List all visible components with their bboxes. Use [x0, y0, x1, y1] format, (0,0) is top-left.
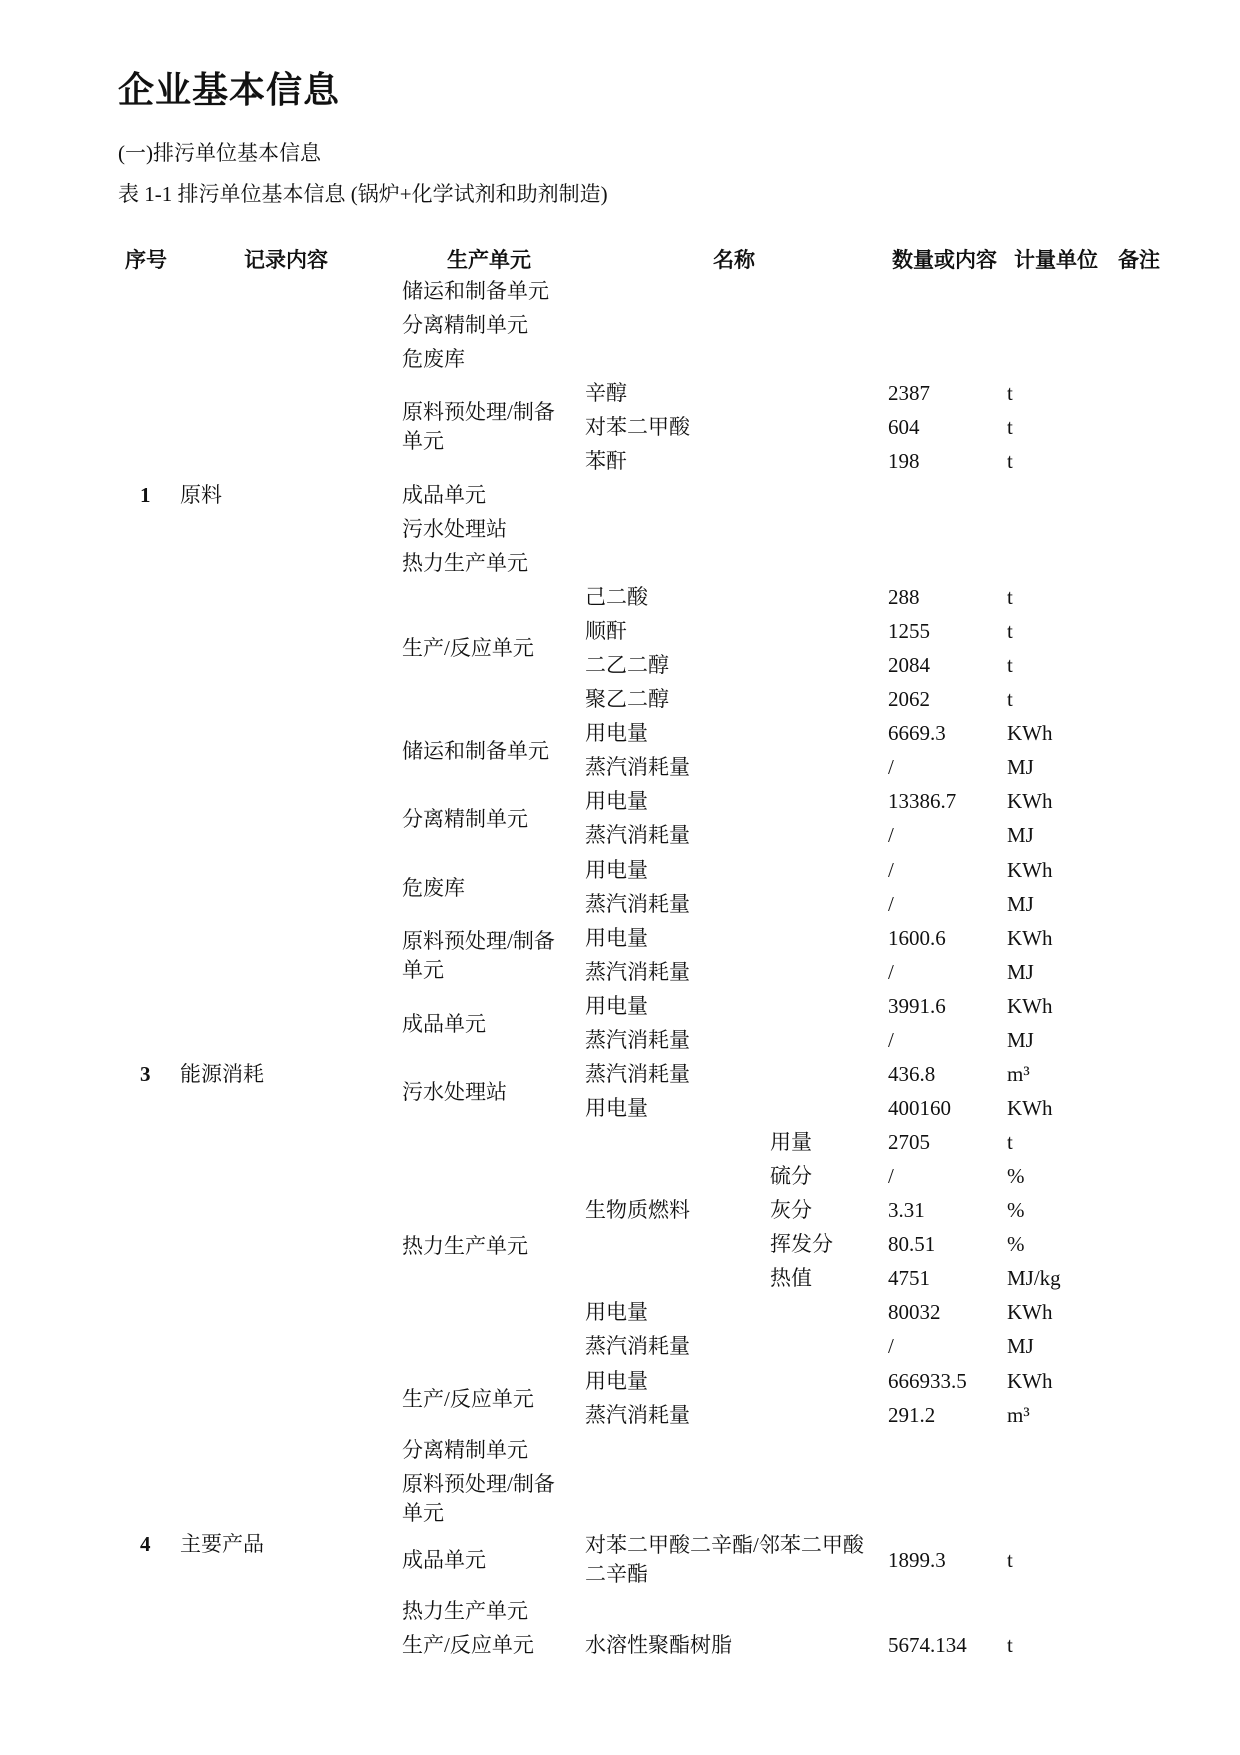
group-seq: 3 — [140, 1062, 151, 1086]
item-measure: t — [1007, 687, 1013, 711]
item-subname: 硫分 — [770, 1164, 812, 1188]
item-qty: 666933.5 — [888, 1369, 967, 1393]
item-measure: KWh — [1007, 858, 1053, 882]
item-name: 蒸汽消耗量 — [585, 892, 690, 916]
item-qty: 198 — [888, 449, 920, 473]
group-seq: 1 — [140, 483, 151, 507]
group-seq: 4 — [140, 1532, 151, 1556]
item-qty: 5674.134 — [888, 1633, 967, 1657]
production-unit: 原料预处理/制备 单元 — [402, 929, 555, 982]
item-qty: 2062 — [888, 687, 930, 711]
item-qty: 436.8 — [888, 1062, 936, 1086]
item-qty: / — [888, 858, 894, 882]
item-name: 用电量 — [585, 1369, 648, 1393]
item-qty: / — [888, 755, 894, 779]
item-name: 用电量 — [585, 994, 648, 1018]
section-heading: (一)排污单位基本信息 — [118, 141, 321, 165]
page-title: 企业基本信息 — [118, 70, 341, 111]
item-name: 顺酐 — [585, 619, 627, 643]
production-unit: 原料预处理/制备 单元 — [402, 400, 555, 453]
item-measure: KWh — [1007, 994, 1053, 1018]
item-qty: / — [888, 960, 894, 984]
item-subname: 挥发分 — [770, 1232, 833, 1256]
header-unit: 生产单元 — [447, 248, 531, 272]
item-measure: t — [1007, 1130, 1013, 1154]
item-measure: KWh — [1007, 1096, 1053, 1120]
item-name: 蒸汽消耗量 — [585, 960, 690, 984]
item-measure: MJ — [1007, 960, 1034, 984]
production-unit: 分离精制单元 — [402, 807, 528, 831]
item-name: 用电量 — [585, 926, 648, 950]
item-measure: t — [1007, 381, 1013, 405]
item-qty: 13386.7 — [888, 789, 957, 813]
header-name: 名称 — [713, 248, 755, 272]
item-qty: 604 — [888, 415, 920, 439]
item-measure: t — [1007, 449, 1013, 473]
item-measure: KWh — [1007, 1369, 1053, 1393]
item-qty: 400160 — [888, 1096, 951, 1120]
production-unit: 生产/反应单元 — [402, 1387, 534, 1411]
production-unit: 生产/反应单元 — [402, 1633, 534, 1657]
item-qty: 3991.6 — [888, 994, 946, 1018]
production-unit: 污水处理站 — [402, 517, 507, 541]
item-subname: 灰分 — [770, 1198, 812, 1222]
item-measure: t — [1007, 619, 1013, 643]
item-qty: / — [888, 892, 894, 916]
header-seq: 序号 — [125, 248, 167, 272]
item-name: 用电量 — [585, 1300, 648, 1324]
item-name: 水溶性聚酯树脂 — [585, 1633, 732, 1657]
group-record: 原料 — [180, 483, 222, 507]
item-measure: KWh — [1007, 926, 1053, 950]
header-qty: 数量或内容 — [892, 248, 997, 272]
item-name: 蒸汽消耗量 — [585, 1062, 690, 1086]
item-name: 蒸汽消耗量 — [585, 823, 690, 847]
item-measure: t — [1007, 1633, 1013, 1657]
item-measure: t — [1007, 1548, 1013, 1572]
item-measure: KWh — [1007, 1300, 1053, 1324]
item-name: 蒸汽消耗量 — [585, 1334, 690, 1358]
item-qty: 288 — [888, 585, 920, 609]
production-unit: 生产/反应单元 — [402, 636, 534, 660]
item-name: 辛醇 — [585, 381, 627, 405]
item-name: 用电量 — [585, 1096, 648, 1120]
item-name: 对苯二甲酸二辛酯/邻苯二甲酸 二辛酯 — [585, 1533, 864, 1586]
item-measure: m³ — [1007, 1403, 1030, 1427]
group-record: 能源消耗 — [180, 1062, 264, 1086]
production-unit: 热力生产单元 — [402, 1599, 528, 1623]
production-unit: 热力生产单元 — [402, 551, 528, 575]
header-record: 记录内容 — [244, 248, 328, 272]
production-unit: 成品单元 — [402, 1012, 486, 1036]
item-subname: 用量 — [770, 1130, 812, 1154]
item-measure: MJ/kg — [1007, 1266, 1061, 1290]
item-measure: % — [1007, 1232, 1025, 1256]
item-name: 对苯二甲酸 — [585, 415, 690, 439]
item-qty: 6669.3 — [888, 721, 946, 745]
item-measure: KWh — [1007, 789, 1053, 813]
production-unit: 成品单元 — [402, 1548, 486, 1572]
item-name: 蒸汽消耗量 — [585, 1028, 690, 1052]
item-measure: t — [1007, 653, 1013, 677]
item-qty: 1255 — [888, 619, 930, 643]
production-unit: 危废库 — [402, 876, 465, 900]
item-qty: 1600.6 — [888, 926, 946, 950]
table-caption: 表 1-1 排污单位基本信息 (锅炉+化学试剂和助剂制造) — [118, 182, 608, 206]
item-measure: KWh — [1007, 721, 1053, 745]
item-qty: / — [888, 823, 894, 847]
production-unit: 储运和制备单元 — [402, 739, 549, 763]
production-unit: 分离精制单元 — [402, 1438, 528, 1462]
production-unit: 原料预处理/制备 单元 — [402, 1472, 555, 1525]
item-qty: 4751 — [888, 1266, 930, 1290]
item-measure: t — [1007, 585, 1013, 609]
item-name: 用电量 — [585, 789, 648, 813]
group-record: 主要产品 — [180, 1532, 264, 1556]
item-qty: 2084 — [888, 653, 930, 677]
item-name: 用电量 — [585, 858, 648, 882]
item-name: 聚乙二醇 — [585, 687, 669, 711]
item-name: 用电量 — [585, 721, 648, 745]
item-name: 蒸汽消耗量 — [585, 755, 690, 779]
production-unit: 危废库 — [402, 347, 465, 371]
item-name: 生物质燃料 — [585, 1198, 690, 1222]
item-qty: 3.31 — [888, 1198, 925, 1222]
item-measure: % — [1007, 1164, 1025, 1188]
item-qty: 2387 — [888, 381, 930, 405]
item-measure: m³ — [1007, 1062, 1030, 1086]
header-note: 备注 — [1118, 248, 1160, 272]
item-name: 己二酸 — [585, 585, 648, 609]
item-name: 苯酐 — [585, 449, 627, 473]
item-name: 蒸汽消耗量 — [585, 1403, 690, 1427]
item-name: 二乙二醇 — [585, 653, 669, 677]
item-measure: MJ — [1007, 1334, 1034, 1358]
item-qty: 1899.3 — [888, 1548, 946, 1572]
item-qty: / — [888, 1164, 894, 1188]
item-qty: / — [888, 1028, 894, 1052]
item-qty: 2705 — [888, 1130, 930, 1154]
item-qty: / — [888, 1334, 894, 1358]
item-measure: MJ — [1007, 755, 1034, 779]
item-measure: MJ — [1007, 1028, 1034, 1052]
production-unit: 储运和制备单元 — [402, 279, 549, 303]
item-measure: MJ — [1007, 823, 1034, 847]
item-subname: 热值 — [770, 1266, 812, 1290]
item-qty: 80032 — [888, 1300, 941, 1324]
item-qty: 80.51 — [888, 1232, 936, 1256]
production-unit: 热力生产单元 — [402, 1234, 528, 1258]
production-unit: 成品单元 — [402, 483, 486, 507]
item-measure: % — [1007, 1198, 1025, 1222]
production-unit: 分离精制单元 — [402, 313, 528, 337]
item-qty: 291.2 — [888, 1403, 936, 1427]
item-measure: t — [1007, 415, 1013, 439]
production-unit: 污水处理站 — [402, 1080, 507, 1104]
item-measure: MJ — [1007, 892, 1034, 916]
header-measure: 计量单位 — [1014, 248, 1098, 272]
